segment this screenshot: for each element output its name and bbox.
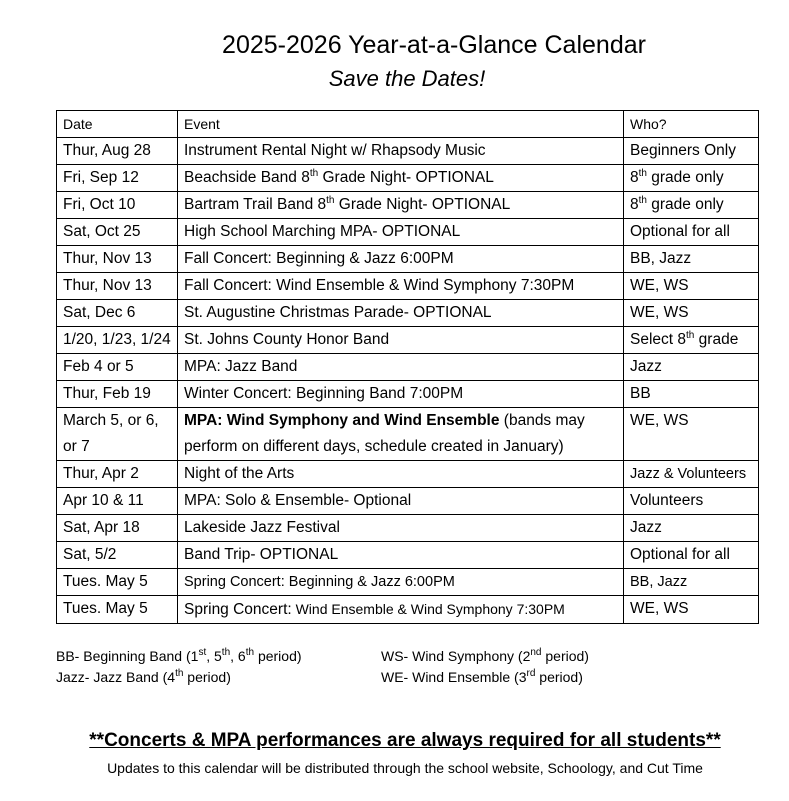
who-cell: Jazz & Volunteers xyxy=(624,461,759,488)
event-cell: High School Marching MPA- OPTIONAL xyxy=(178,219,624,246)
legend-text: Jazz- Jazz Band (4 xyxy=(56,669,176,685)
ordinal-suffix: th xyxy=(638,168,647,179)
event-text-bold: MPA: Wind Symphony and Wind Ensemble xyxy=(184,412,500,429)
event-cell: Spring Concert: Beginning & Jazz 6:00PM xyxy=(178,569,624,596)
who-cell: Beginners Only xyxy=(624,138,759,165)
who-cell: WE, WS xyxy=(624,596,759,624)
table-row xyxy=(57,246,759,273)
ordinal-suffix: nd xyxy=(530,647,542,658)
who-cell: Jazz xyxy=(624,354,759,381)
who-cell xyxy=(624,327,759,354)
legend-text: period) xyxy=(254,648,302,664)
event-text-bold: Spring Concert: xyxy=(184,601,292,618)
date-cell: Thur, Aug 28 xyxy=(57,138,178,165)
date-cell: Thur, Feb 19 xyxy=(57,381,178,408)
event-cell: Fall Concert: Beginning & Jazz 6:00PM xyxy=(178,246,624,273)
event-text: (bands may perform on different days, schedule created in January) xyxy=(184,412,585,455)
event-cell: Band Trip- OPTIONAL xyxy=(178,542,624,569)
date-cell: Sat, 5/2 xyxy=(57,542,178,569)
who-cell: Volunteers xyxy=(624,488,759,515)
ordinal-suffix: th xyxy=(686,330,695,341)
legend-text: WE- Wind Ensemble (3 xyxy=(381,669,527,685)
date-cell: Feb 4 or 5 xyxy=(57,354,178,381)
legend-right xyxy=(381,646,589,688)
table-row xyxy=(57,300,759,327)
date-cell: Fri, Sep 12 xyxy=(57,165,178,192)
date-cell: Sat, Apr 18 xyxy=(57,515,178,542)
who-cell: WE, WS xyxy=(624,300,759,327)
who-cell: Jazz xyxy=(624,515,759,542)
event-cell: Lakeside Jazz Festival xyxy=(178,515,624,542)
event-cell: St. Augustine Christmas Parade- OPTIONAL xyxy=(178,300,624,327)
who-text: 8 xyxy=(630,196,639,213)
table-row xyxy=(57,461,759,488)
column-header-who: Who? xyxy=(624,111,759,138)
date-cell: Thur, Nov 13 xyxy=(57,246,178,273)
page-subtitle: Save the Dates! xyxy=(328,66,486,91)
event-cell xyxy=(178,165,624,192)
event-text: Grade Night- OPTIONAL xyxy=(334,196,511,213)
table-row xyxy=(57,488,759,515)
legend-text: , 5 xyxy=(206,648,222,664)
event-cell: Fall Concert: Wind Ensemble & Wind Symphony 7:30PM xyxy=(178,273,624,300)
who-cell: Optional for all xyxy=(624,542,759,569)
ordinal-suffix: th xyxy=(309,168,319,179)
ordinal-suffix: th xyxy=(175,668,184,679)
table-row xyxy=(57,515,759,542)
legend-bb xyxy=(56,646,302,667)
table-row xyxy=(57,327,759,354)
event-cell: MPA: Solo & Ensemble- Optional xyxy=(178,488,624,515)
updates-note: Updates to this calendar will be distributed through the school website, Schoology, and Cut Time xyxy=(107,760,703,776)
date-cell: 1/20, 1/23, 1/24 xyxy=(57,327,178,354)
event-cell: Night of the Arts xyxy=(178,461,624,488)
who-text: Select 8 xyxy=(630,331,687,348)
event-text: Grade Night- OPTIONAL xyxy=(318,169,494,186)
calendar-table xyxy=(56,110,759,624)
table-row xyxy=(57,219,759,246)
date-cell: Thur, Apr 2 xyxy=(57,461,178,488)
ordinal-suffix: th xyxy=(326,195,335,206)
table-row xyxy=(57,542,759,569)
who-text: grade only xyxy=(646,169,724,186)
who-cell: BB xyxy=(624,381,759,408)
who-cell: BB, Jazz xyxy=(624,246,759,273)
legend-text: WS- Wind Symphony (2 xyxy=(381,648,531,664)
ordinal-suffix: th xyxy=(638,195,647,206)
table-row xyxy=(57,596,759,624)
event-cell xyxy=(178,192,624,219)
ordinal-suffix: st xyxy=(198,647,207,658)
event-text: Beachside Band 8 xyxy=(184,169,310,186)
table-row xyxy=(57,354,759,381)
legend-text: period) xyxy=(535,669,583,685)
legend-text: period) xyxy=(541,648,589,664)
page-title: 2025-2026 Year-at-a-Glance Calendar xyxy=(222,31,646,59)
event-cell xyxy=(178,596,624,624)
column-header-event: Event xyxy=(178,111,624,138)
who-cell: WE, WS xyxy=(624,273,759,300)
legend-left xyxy=(56,646,302,688)
event-cell: Instrument Rental Night w/ Rhapsody Music xyxy=(178,138,624,165)
date-cell: Sat, Oct 25 xyxy=(57,219,178,246)
event-cell: Winter Concert: Beginning Band 7:00PM xyxy=(178,381,624,408)
table-row xyxy=(57,192,759,219)
who-cell xyxy=(624,165,759,192)
table-row xyxy=(57,138,759,165)
table-row xyxy=(57,381,759,408)
date-cell: Apr 10 & 11 xyxy=(57,488,178,515)
who-cell: BB, Jazz xyxy=(624,569,759,596)
event-cell: MPA: Jazz Band xyxy=(178,354,624,381)
date-cell: Thur, Nov 13 xyxy=(57,273,178,300)
legend-text: , 6 xyxy=(230,648,246,664)
table-row xyxy=(57,569,759,596)
date-cell: Sat, Dec 6 xyxy=(57,300,178,327)
table-row xyxy=(57,408,759,461)
who-cell xyxy=(624,192,759,219)
legend-text: BB- Beginning Band (1 xyxy=(56,648,199,664)
legend-text: period) xyxy=(183,669,231,685)
ordinal-suffix: th xyxy=(245,647,255,658)
legend-ws xyxy=(381,646,589,667)
legend-jazz xyxy=(56,667,302,688)
who-text: grade xyxy=(694,331,739,348)
event-text: Bartram Trail Band 8 xyxy=(184,196,327,213)
table-row xyxy=(57,273,759,300)
table-row xyxy=(57,165,759,192)
event-cell xyxy=(178,408,624,461)
event-cell: St. Johns County Honor Band xyxy=(178,327,624,354)
event-text-bold: Wind Ensemble & Wind Symphony 7:30PM xyxy=(291,601,565,617)
legend-we xyxy=(381,667,589,688)
date-cell: Tues. May 5 xyxy=(57,569,178,596)
date-cell: Fri, Oct 10 xyxy=(57,192,178,219)
table-header-row xyxy=(57,111,759,138)
who-text: 8 xyxy=(630,169,639,186)
who-cell: WE, WS xyxy=(624,408,759,461)
date-cell: Tues. May 5 xyxy=(57,596,178,624)
who-cell: Optional for all xyxy=(624,219,759,246)
ordinal-suffix: th xyxy=(221,647,231,658)
required-notice: **Concerts & MPA performances are always required for all students** xyxy=(89,730,721,751)
who-text: grade only xyxy=(646,196,724,213)
date-cell: March 5, or 6, or 7 xyxy=(57,408,178,461)
ordinal-suffix: rd xyxy=(526,668,536,679)
column-header-date: Date xyxy=(57,111,178,138)
